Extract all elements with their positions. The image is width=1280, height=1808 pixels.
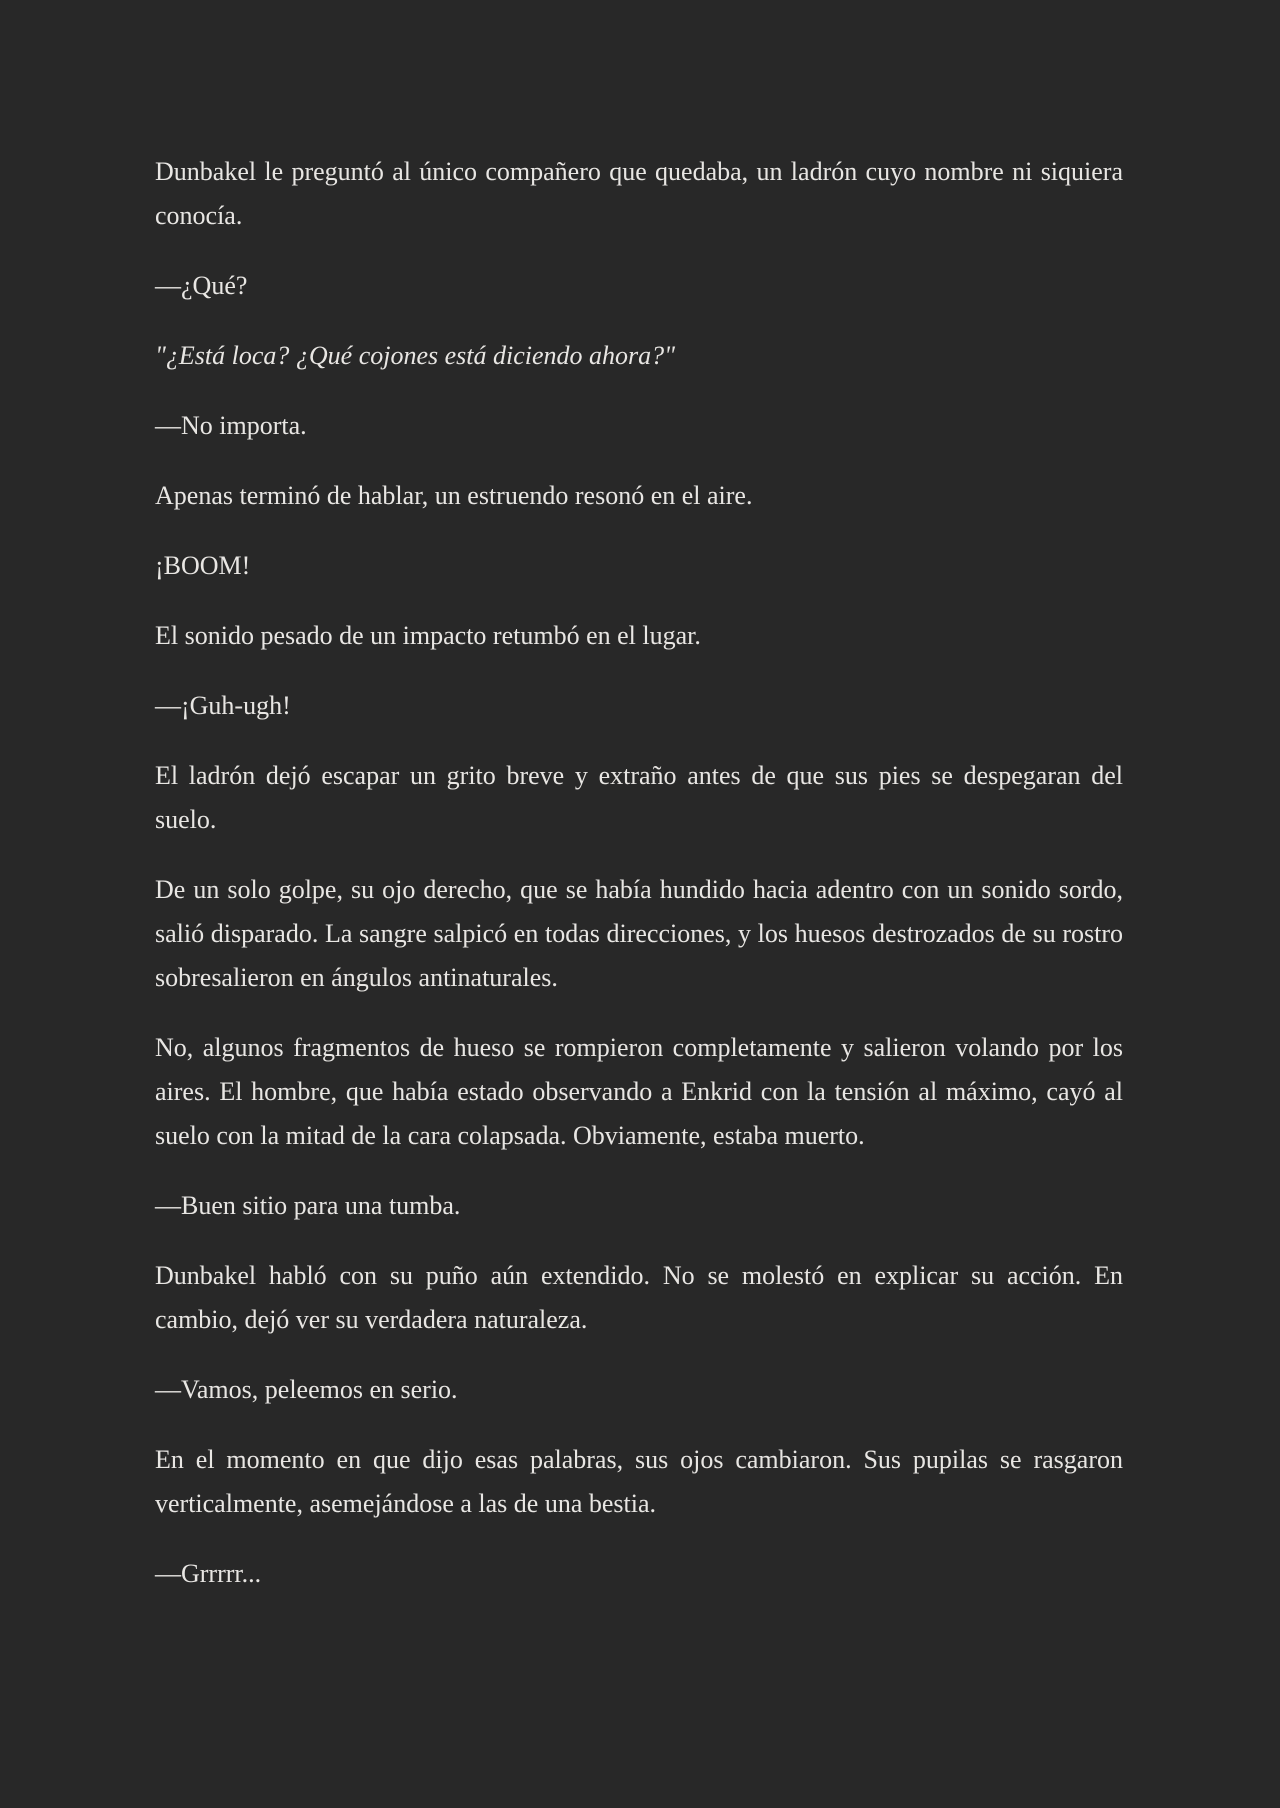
paragraph-11: No, algunos fragmentos de hueso se rompieron completamente y salieron volando por los aires. El hombre, que había estado observando a Enkrid con la tensión al máximo, cayó al suelo con la mitad de la cara colapsada. Obviamente, estaba muerto. xyxy=(155,1033,1123,1150)
paragraph-15: En el momento en que dijo esas palabras, sus ojos cambiaron. Sus pupilas se rasgaron verticalmente, asemejándose a las de una bestia. xyxy=(155,1445,1123,1518)
paragraph-9: El ladrón dejó escapar un grito breve y extraño antes de que sus pies se despegaran del suelo. xyxy=(155,761,1123,834)
chapter-text xyxy=(155,150,1123,1622)
paragraph-13: Dunbakel habló con su puño aún extendido. No se molestó en explicar su acción. En cambio, dejó ver su verdadera naturaleza. xyxy=(155,1261,1123,1334)
paragraph-8: —¡Guh-ugh! xyxy=(155,691,291,720)
paragraph-14: —Vamos, peleemos en serio. xyxy=(155,1375,458,1404)
paragraph-6: ¡BOOM! xyxy=(155,551,251,580)
paragraph-5: Apenas terminó de hablar, un estruendo resonó en el aire. xyxy=(155,481,753,510)
paragraph-12: —Buen sitio para una tumba. xyxy=(155,1191,461,1220)
paragraph-16: —Grrrrr... xyxy=(155,1559,262,1588)
paragraph-3-thought: "¿Está loca? ¿Qué cojones está diciendo ahora?" xyxy=(155,341,676,370)
paragraph-4: —No importa. xyxy=(155,411,307,440)
paragraph-1: Dunbakel le preguntó al único compañero que quedaba, un ladrón cuyo nombre ni siquiera conocía. xyxy=(155,157,1123,230)
paragraph-2: —¿Qué? xyxy=(155,271,248,300)
paragraph-10: De un solo golpe, su ojo derecho, que se había hundido hacia adentro con un sonido sordo, salió disparado. La sangre salpicó en todas direcciones, y los huesos destrozados de su rostro sobresalieron en ángulos antinaturales. xyxy=(155,875,1123,992)
paragraph-7: El sonido pesado de un impacto retumbó en el lugar. xyxy=(155,621,701,650)
